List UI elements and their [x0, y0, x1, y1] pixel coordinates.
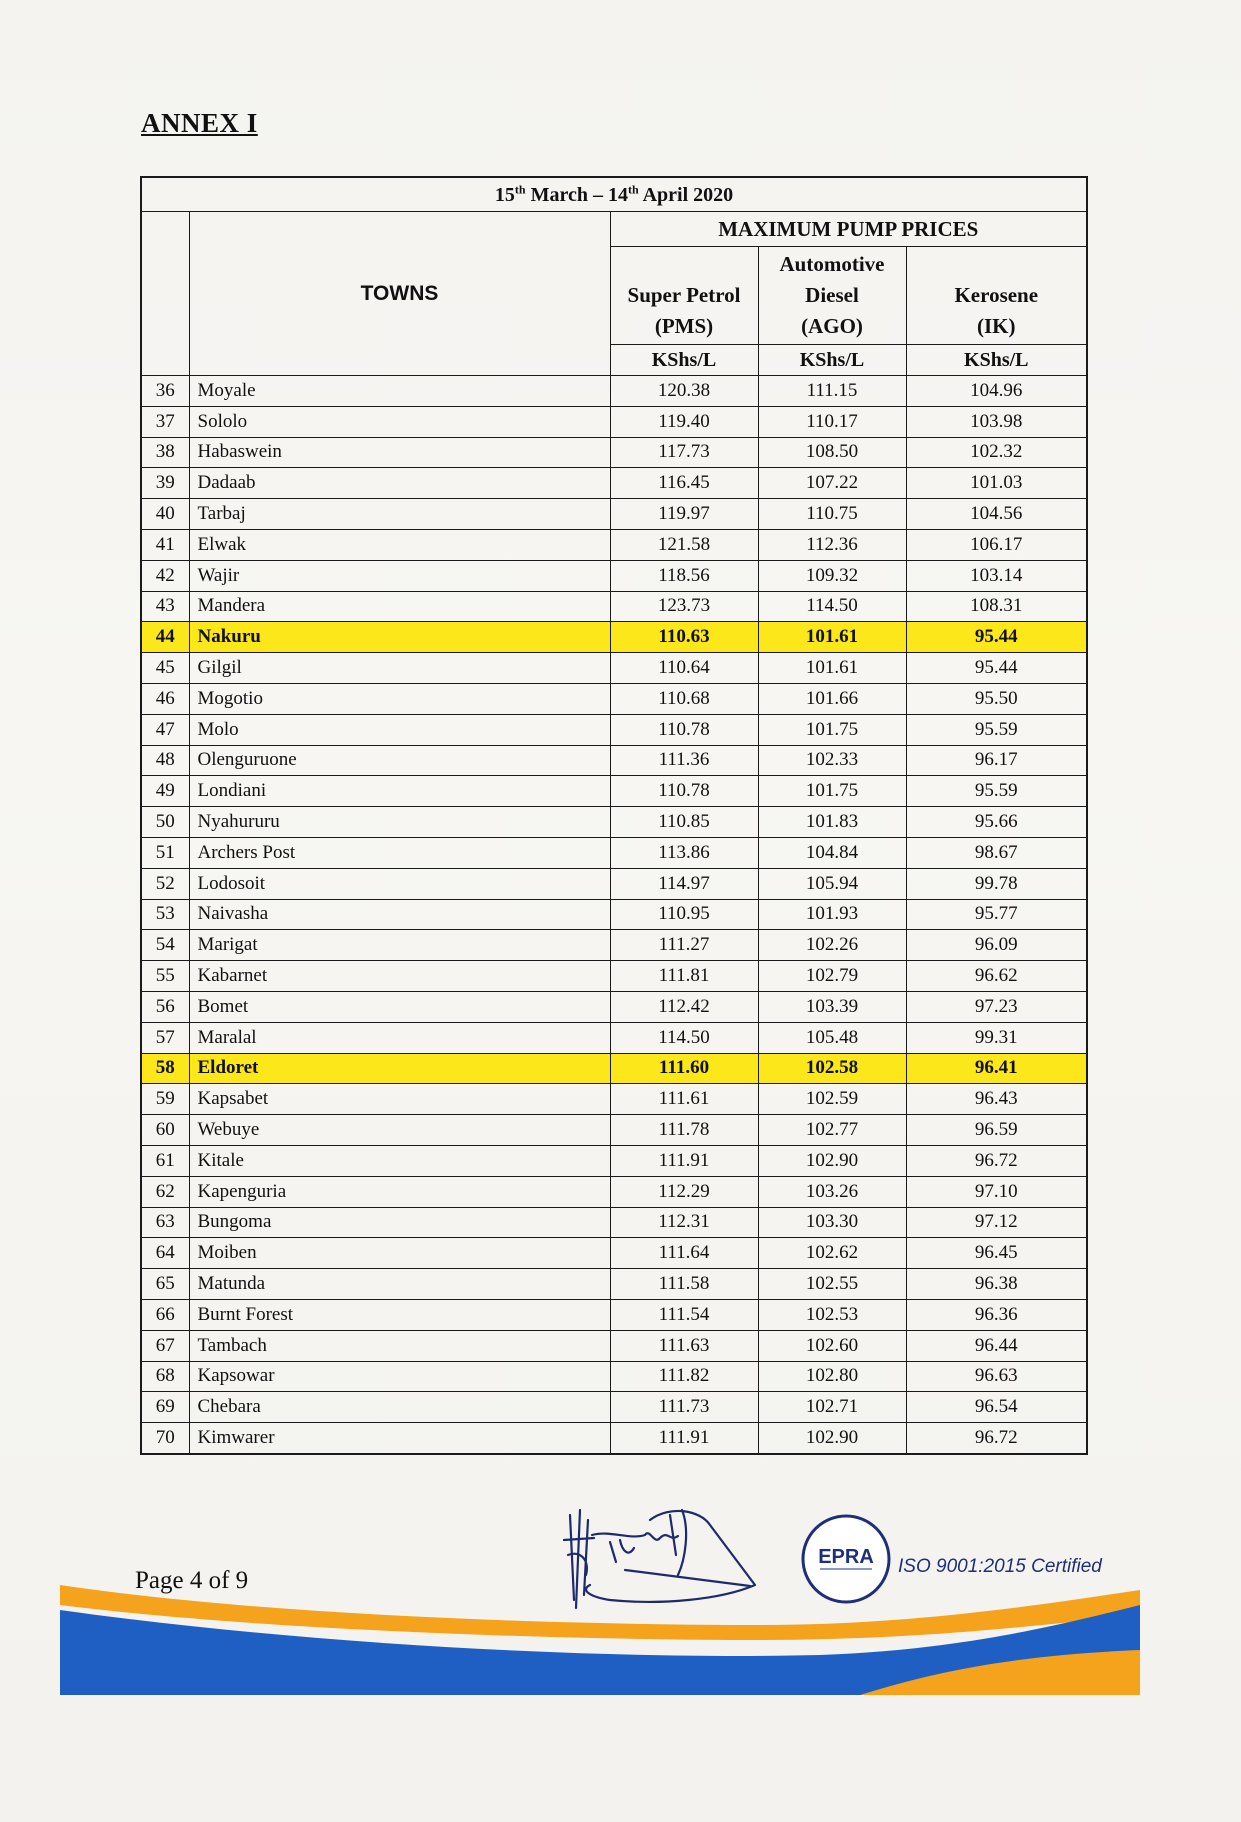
pms-price: 111.27	[610, 930, 758, 961]
pms-price: 114.50	[610, 1022, 758, 1053]
ik-price: 96.63	[906, 1361, 1087, 1392]
town-name: Elwak	[189, 529, 610, 560]
row-number: 70	[141, 1423, 189, 1454]
ago-price: 103.39	[758, 991, 906, 1022]
ik-price: 96.36	[906, 1299, 1087, 1330]
ik-price: 104.56	[906, 499, 1087, 530]
table-row	[141, 1022, 1087, 1053]
pms-price: 110.68	[610, 683, 758, 714]
ago-price: 101.61	[758, 622, 906, 653]
pms-price: 112.42	[610, 991, 758, 1022]
ik-price: 108.31	[906, 591, 1087, 622]
town-name: Moyale	[189, 376, 610, 407]
ago-price: 101.75	[758, 714, 906, 745]
table-row	[141, 653, 1087, 684]
row-number: 61	[141, 1145, 189, 1176]
table-row	[141, 1207, 1087, 1238]
pms-price: 111.58	[610, 1269, 758, 1300]
row-number: 55	[141, 961, 189, 992]
ago-price: 102.55	[758, 1269, 906, 1300]
ik-price: 96.45	[906, 1238, 1087, 1269]
town-name: Tambach	[189, 1330, 610, 1361]
table-row	[141, 437, 1087, 468]
ik-price: 96.72	[906, 1423, 1087, 1454]
pms-price: 111.81	[610, 961, 758, 992]
ago-price: 110.75	[758, 499, 906, 530]
ago-price: 104.84	[758, 837, 906, 868]
ago-price: 102.77	[758, 1115, 906, 1146]
pms-price: 110.78	[610, 776, 758, 807]
pms-price: 111.60	[610, 1053, 758, 1084]
pump-prices-table	[140, 176, 1088, 1455]
town-name: Nyahururu	[189, 807, 610, 838]
iso-certification: ISO 9001:2015 Certified	[898, 1556, 1102, 1577]
ik-unit: KShs/L	[906, 345, 1087, 376]
row-number: 38	[141, 437, 189, 468]
row-number: 58	[141, 1053, 189, 1084]
town-name: Gilgil	[189, 653, 610, 684]
ago-price: 109.32	[758, 560, 906, 591]
table-row	[141, 560, 1087, 591]
ik-price: 102.32	[906, 437, 1087, 468]
ik-price: 96.41	[906, 1053, 1087, 1084]
ik-price: 96.62	[906, 961, 1087, 992]
row-number: 66	[141, 1299, 189, 1330]
pms-price: 110.64	[610, 653, 758, 684]
ago-price: 105.94	[758, 868, 906, 899]
pms-price: 111.64	[610, 1238, 758, 1269]
town-name: Kimwarer	[189, 1423, 610, 1454]
ago-price: 102.58	[758, 1053, 906, 1084]
town-name: Kitale	[189, 1145, 610, 1176]
table-row	[141, 683, 1087, 714]
ago-price: 103.30	[758, 1207, 906, 1238]
ago-price: 101.66	[758, 683, 906, 714]
pms-price: 110.85	[610, 807, 758, 838]
table-row	[141, 868, 1087, 899]
table-row	[141, 1176, 1087, 1207]
table-row	[141, 529, 1087, 560]
ago-price: 102.71	[758, 1392, 906, 1423]
town-name: Habaswein	[189, 437, 610, 468]
pms-header-line3: (PMS)	[654, 314, 714, 338]
pms-price: 110.95	[610, 899, 758, 930]
town-name: Webuye	[189, 1115, 610, 1146]
table-row	[141, 1115, 1087, 1146]
ik-price: 96.72	[906, 1145, 1087, 1176]
town-name: Londiani	[189, 776, 610, 807]
town-name: Chebara	[189, 1392, 610, 1423]
table-row	[141, 837, 1087, 868]
pms-price: 110.78	[610, 714, 758, 745]
ago-header-line2: Diesel	[805, 283, 859, 307]
town-name: Kapsabet	[189, 1084, 610, 1115]
town-name: Archers Post	[189, 837, 610, 868]
row-number: 46	[141, 683, 189, 714]
pms-price: 111.78	[610, 1115, 758, 1146]
row-number: 69	[141, 1392, 189, 1423]
ik-price: 106.17	[906, 529, 1087, 560]
table-row	[141, 1423, 1087, 1454]
ik-header-line2: Kerosene	[954, 283, 1039, 307]
table-row	[141, 1330, 1087, 1361]
ik-price: 95.77	[906, 899, 1087, 930]
ago-price: 111.15	[758, 376, 906, 407]
town-name: Moiben	[189, 1238, 610, 1269]
ago-header	[758, 247, 906, 345]
pms-price: 119.97	[610, 499, 758, 530]
pms-price: 111.36	[610, 745, 758, 776]
ago-price: 101.75	[758, 776, 906, 807]
pms-price: 110.63	[610, 622, 758, 653]
ik-price: 97.10	[906, 1176, 1087, 1207]
table-row	[141, 807, 1087, 838]
pms-price: 123.73	[610, 591, 758, 622]
ik-price: 95.44	[906, 653, 1087, 684]
number-column-header	[141, 212, 189, 376]
ago-price: 107.22	[758, 468, 906, 499]
row-number: 43	[141, 591, 189, 622]
town-name: Kapenguria	[189, 1176, 610, 1207]
ago-price: 102.53	[758, 1299, 906, 1330]
town-name: Maralal	[189, 1022, 610, 1053]
ik-price: 95.59	[906, 714, 1087, 745]
pms-price: 113.86	[610, 837, 758, 868]
town-name: Eldoret	[189, 1053, 610, 1084]
town-name: Marigat	[189, 930, 610, 961]
table-row	[141, 406, 1087, 437]
ik-price: 101.03	[906, 468, 1087, 499]
ik-price: 98.67	[906, 837, 1087, 868]
row-number: 40	[141, 499, 189, 530]
town-name: Burnt Forest	[189, 1299, 610, 1330]
ik-price: 97.12	[906, 1207, 1087, 1238]
pms-price: 112.29	[610, 1176, 758, 1207]
row-number: 57	[141, 1022, 189, 1053]
table-row	[141, 499, 1087, 530]
ago-price: 102.59	[758, 1084, 906, 1115]
pms-header	[610, 247, 758, 345]
page-number: Page 4 of 9	[135, 1567, 249, 1594]
ago-price: 102.79	[758, 961, 906, 992]
row-number: 37	[141, 406, 189, 437]
pms-price: 111.54	[610, 1299, 758, 1330]
town-name: Mogotio	[189, 683, 610, 714]
ik-price: 103.98	[906, 406, 1087, 437]
ik-price: 104.96	[906, 376, 1087, 407]
ago-price: 108.50	[758, 437, 906, 468]
row-number: 68	[141, 1361, 189, 1392]
pms-price: 116.45	[610, 468, 758, 499]
row-number: 50	[141, 807, 189, 838]
pms-price: 120.38	[610, 376, 758, 407]
epra-logo-text: EPRA	[818, 1546, 874, 1568]
row-number: 56	[141, 991, 189, 1022]
table-row	[141, 1145, 1087, 1176]
table-row	[141, 1084, 1087, 1115]
ago-price: 101.83	[758, 807, 906, 838]
town-name: Sololo	[189, 406, 610, 437]
row-number: 54	[141, 930, 189, 961]
ago-header-line3: (AGO)	[801, 314, 863, 338]
table-row	[141, 1299, 1087, 1330]
ik-price: 95.66	[906, 807, 1087, 838]
ago-price: 102.90	[758, 1145, 906, 1176]
pms-header-line2: Super Petrol	[627, 283, 741, 307]
row-number: 64	[141, 1238, 189, 1269]
ago-price: 101.61	[758, 653, 906, 684]
pms-price: 114.97	[610, 868, 758, 899]
town-name: Bungoma	[189, 1207, 610, 1238]
ago-price: 102.62	[758, 1238, 906, 1269]
row-number: 52	[141, 868, 189, 899]
row-number: 48	[141, 745, 189, 776]
table-row	[141, 1269, 1087, 1300]
town-name: Dadaab	[189, 468, 610, 499]
pms-price: 112.31	[610, 1207, 758, 1238]
date-range-header	[141, 177, 1087, 212]
row-number: 44	[141, 622, 189, 653]
row-number: 65	[141, 1269, 189, 1300]
ik-header	[906, 247, 1087, 345]
town-name: Molo	[189, 714, 610, 745]
pms-price: 121.58	[610, 529, 758, 560]
town-name: Naivasha	[189, 899, 610, 930]
ik-price: 99.31	[906, 1022, 1087, 1053]
town-name: Lodosoit	[189, 868, 610, 899]
row-number: 53	[141, 899, 189, 930]
town-name: Olenguruone	[189, 745, 610, 776]
row-number: 41	[141, 529, 189, 560]
pms-unit: KShs/L	[610, 345, 758, 376]
table-row	[141, 714, 1087, 745]
pms-price: 111.73	[610, 1392, 758, 1423]
ago-price: 102.60	[758, 1330, 906, 1361]
town-name: Tarbaj	[189, 499, 610, 530]
ago-price: 114.50	[758, 591, 906, 622]
ago-price: 102.26	[758, 930, 906, 961]
ago-header-line1: Automotive	[779, 252, 885, 276]
town-name: Wajir	[189, 560, 610, 591]
ago-price: 102.80	[758, 1361, 906, 1392]
ik-price: 96.54	[906, 1392, 1087, 1423]
pms-price: 111.61	[610, 1084, 758, 1115]
ago-price: 105.48	[758, 1022, 906, 1053]
ik-price: 103.14	[906, 560, 1087, 591]
ik-price: 97.23	[906, 991, 1087, 1022]
table-row	[141, 991, 1087, 1022]
row-number: 59	[141, 1084, 189, 1115]
ik-price: 96.38	[906, 1269, 1087, 1300]
ik-price: 96.59	[906, 1115, 1087, 1146]
row-number: 49	[141, 776, 189, 807]
ik-price: 96.17	[906, 745, 1087, 776]
row-number: 67	[141, 1330, 189, 1361]
ik-price: 99.78	[906, 868, 1087, 899]
pms-price: 111.82	[610, 1361, 758, 1392]
pms-price: 111.91	[610, 1423, 758, 1454]
row-number: 36	[141, 376, 189, 407]
town-name: Bomet	[189, 991, 610, 1022]
table-row	[141, 1238, 1087, 1269]
ago-price: 102.90	[758, 1423, 906, 1454]
table-row	[141, 745, 1087, 776]
annex-title: ANNEX I	[141, 108, 258, 138]
row-number: 42	[141, 560, 189, 591]
ago-unit: KShs/L	[758, 345, 906, 376]
ago-price: 102.33	[758, 745, 906, 776]
pms-price: 111.91	[610, 1145, 758, 1176]
pms-price: 118.56	[610, 560, 758, 591]
pms-price: 111.63	[610, 1330, 758, 1361]
maximum-pump-prices-header: MAXIMUM PUMP PRICES	[610, 212, 1087, 247]
row-number: 60	[141, 1115, 189, 1146]
ik-header-line3: (IK)	[977, 314, 1016, 338]
ik-price: 95.44	[906, 622, 1087, 653]
ago-price: 112.36	[758, 529, 906, 560]
row-number: 63	[141, 1207, 189, 1238]
table-row	[141, 1361, 1087, 1392]
pms-price: 117.73	[610, 437, 758, 468]
table-row	[141, 961, 1087, 992]
table-row	[141, 1053, 1087, 1084]
town-name: Kabarnet	[189, 961, 610, 992]
ik-price: 95.59	[906, 776, 1087, 807]
ago-price: 101.93	[758, 899, 906, 930]
table-row	[141, 776, 1087, 807]
town-name: Nakuru	[189, 622, 610, 653]
table-row	[141, 930, 1087, 961]
town-name: Kapsowar	[189, 1361, 610, 1392]
date-range-text: 15th March – 14th April 2020	[494, 182, 734, 206]
row-number: 62	[141, 1176, 189, 1207]
row-number: 45	[141, 653, 189, 684]
row-number: 47	[141, 714, 189, 745]
table-row	[141, 591, 1087, 622]
row-number: 39	[141, 468, 189, 499]
town-name: Mandera	[189, 591, 610, 622]
table-body	[141, 376, 1087, 1454]
table-row	[141, 899, 1087, 930]
footer-wave-decoration	[60, 1585, 1140, 1695]
ago-price: 103.26	[758, 1176, 906, 1207]
table-row	[141, 376, 1087, 407]
pms-price: 119.40	[610, 406, 758, 437]
towns-header: TOWNS	[189, 212, 610, 376]
town-name: Matunda	[189, 1269, 610, 1300]
table-row	[141, 1392, 1087, 1423]
row-number: 51	[141, 837, 189, 868]
ik-price: 96.43	[906, 1084, 1087, 1115]
ago-price: 110.17	[758, 406, 906, 437]
table-row	[141, 622, 1087, 653]
ik-price: 96.44	[906, 1330, 1087, 1361]
table-row	[141, 468, 1087, 499]
ik-price: 95.50	[906, 683, 1087, 714]
ik-price: 96.09	[906, 930, 1087, 961]
